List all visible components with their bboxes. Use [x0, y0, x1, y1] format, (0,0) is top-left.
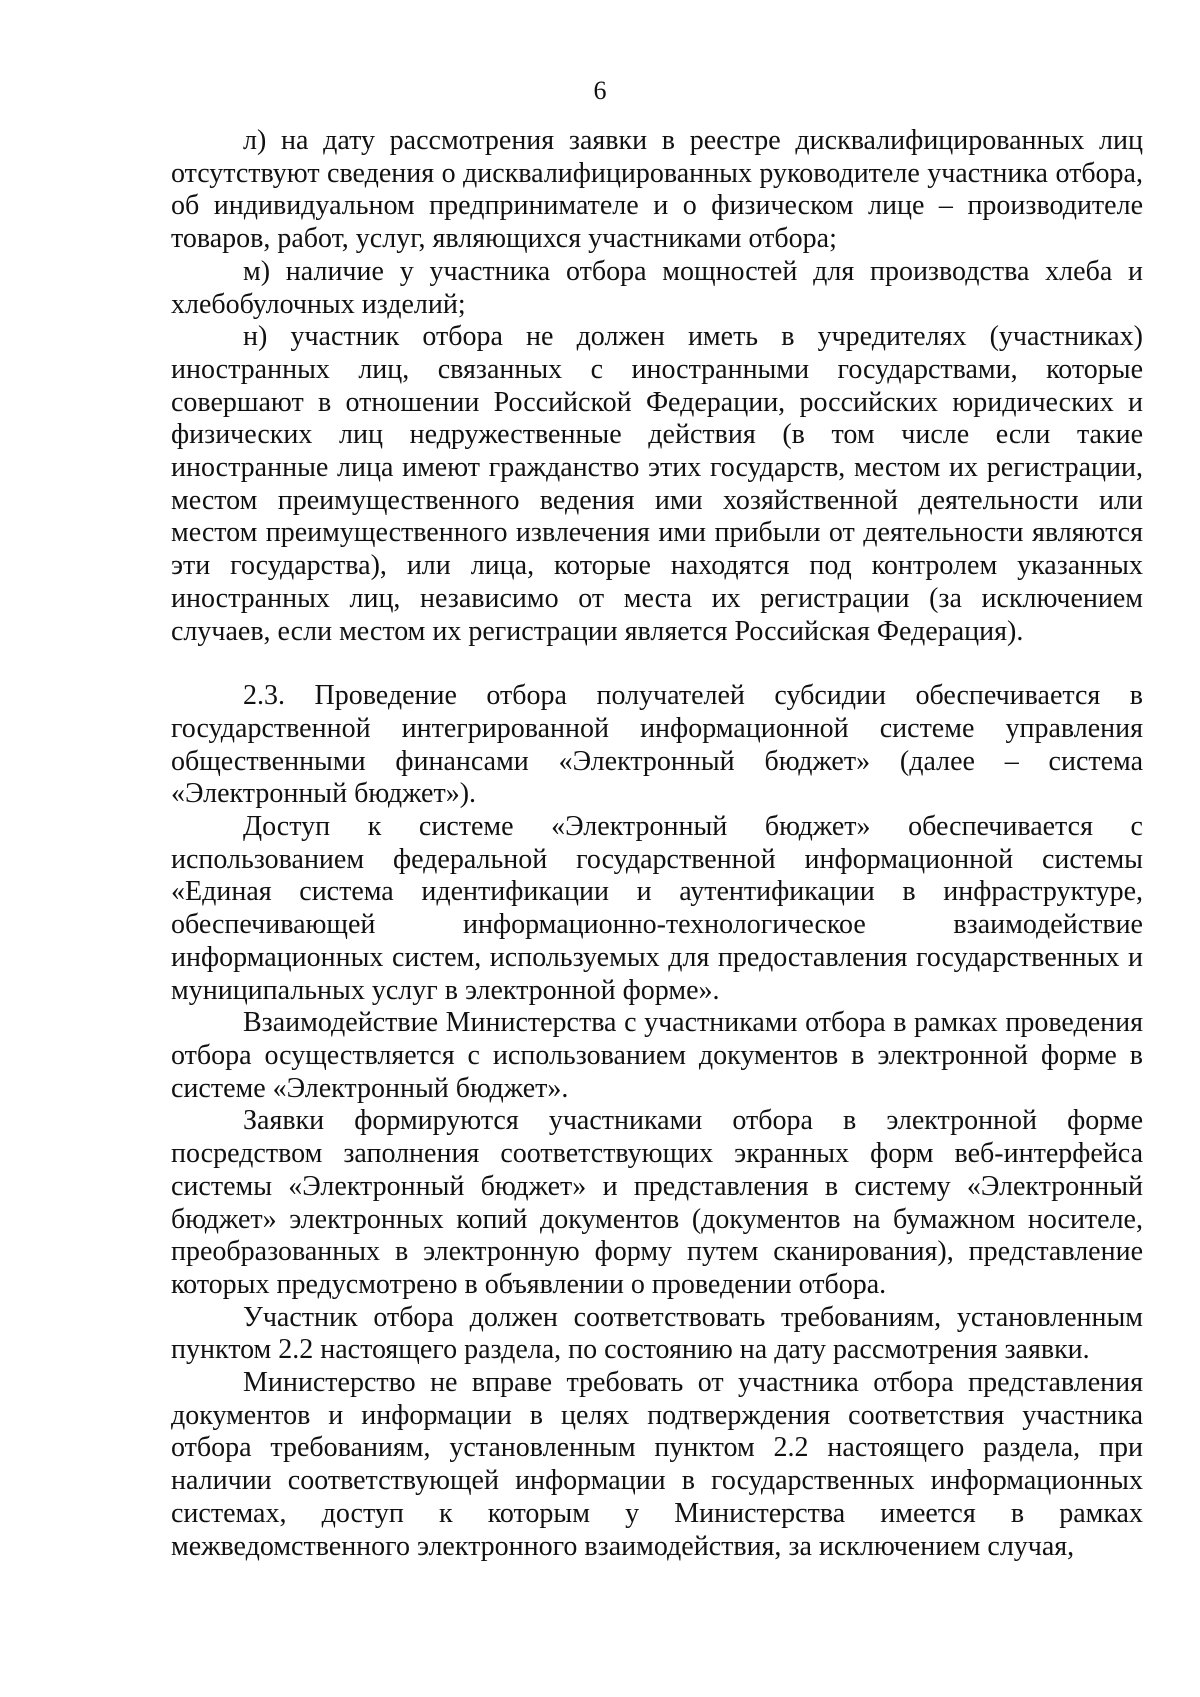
paragraph-section-2-3: 2.3. Проведение отбора получателей субсидии обеспечивается в государственной интегрированной информационной системе управления общественными финансами «Электронный бюджет» (далее – система «Электронный бюджет»). — [171, 680, 1143, 810]
paragraph-item-n: н) участник отбора не должен иметь в учредителях (участниках) иностранных лиц, связанных с иностранными государствами, которые совершают в отношении Российской Федерации, российских юридических и физических лиц недружественные действия (в том числе если такие иностранные лица имеют гражданство этих государств, местом их регистрации, местом преимущественного ведения ими хозяйственной деятельности или местом преимущественного извлечения ими прибыли от деятельности являются эти государства), или лица, которые находятся под контролем указанных иностранных лиц, независимо от места их регистрации (за исключением случаев, если местом их регистрации является Российская Федерация). — [171, 321, 1143, 647]
paragraph-ministry-rights: Министерство не вправе требовать от участника отбора представления документов и информации в целях подтверждения соответствия участника отбора требованиям, установленным пунктом 2.2 настоящего раздела, при наличии соответствующей информации в государственных информационных системах, доступ к которым у Министерства имеется в рамках межведомственного электронного взаимодействия, за исключением случая, — [171, 1367, 1143, 1562]
paragraph-access: Доступ к системе «Электронный бюджет» обеспечивается с использованием федеральной государственной информационной системы «Единая система идентификации и аутентификации в инфраструктуре, обеспечивающей информационно-технологическое взаимодействие информационных систем, используемых для предоставления государственных и муниципальных услуг в электронной форме». — [171, 811, 1143, 1006]
paragraph-applications: Заявки формируются участниками отбора в электронной форме посредством заполнения соответствующих экранных форм веб-интерфейса системы «Электронный бюджет» и представления в систему «Электронный бюджет» электронных копий документов (документов на бумажном носителе, преобразованных в электронную форму путем сканирования), представление которых предусмотрено в объявлении о проведении отбора. — [171, 1105, 1143, 1300]
paragraph-item-m: м) наличие у участника отбора мощностей для производства хлеба и хлебобулочных изделий; — [171, 255, 1143, 320]
page-number: 6 — [593, 76, 607, 105]
paragraph-interaction: Взаимодействие Министерства с участниками отбора в рамках проведения отбора осуществляется с использованием документов в электронной форме в системе «Электронный бюджет». — [171, 1007, 1143, 1104]
paragraph-participant-requirements: Участник отбора должен соответствовать требованиям, установленным пунктом 2.2 настоящего раздела, по состоянию на дату рассмотрения заявки. — [171, 1301, 1143, 1366]
document-body — [171, 125, 1143, 1563]
paragraph-item-l: л) на дату рассмотрения заявки в реестре дисквалифицированных лиц отсутствуют сведения о дисквалифицированных руководителе участника отбора, об индивидуальном предпринимателе и о физическом лице – производителе товаров, работ, услуг, являющихся участниками отбора; — [171, 125, 1143, 255]
